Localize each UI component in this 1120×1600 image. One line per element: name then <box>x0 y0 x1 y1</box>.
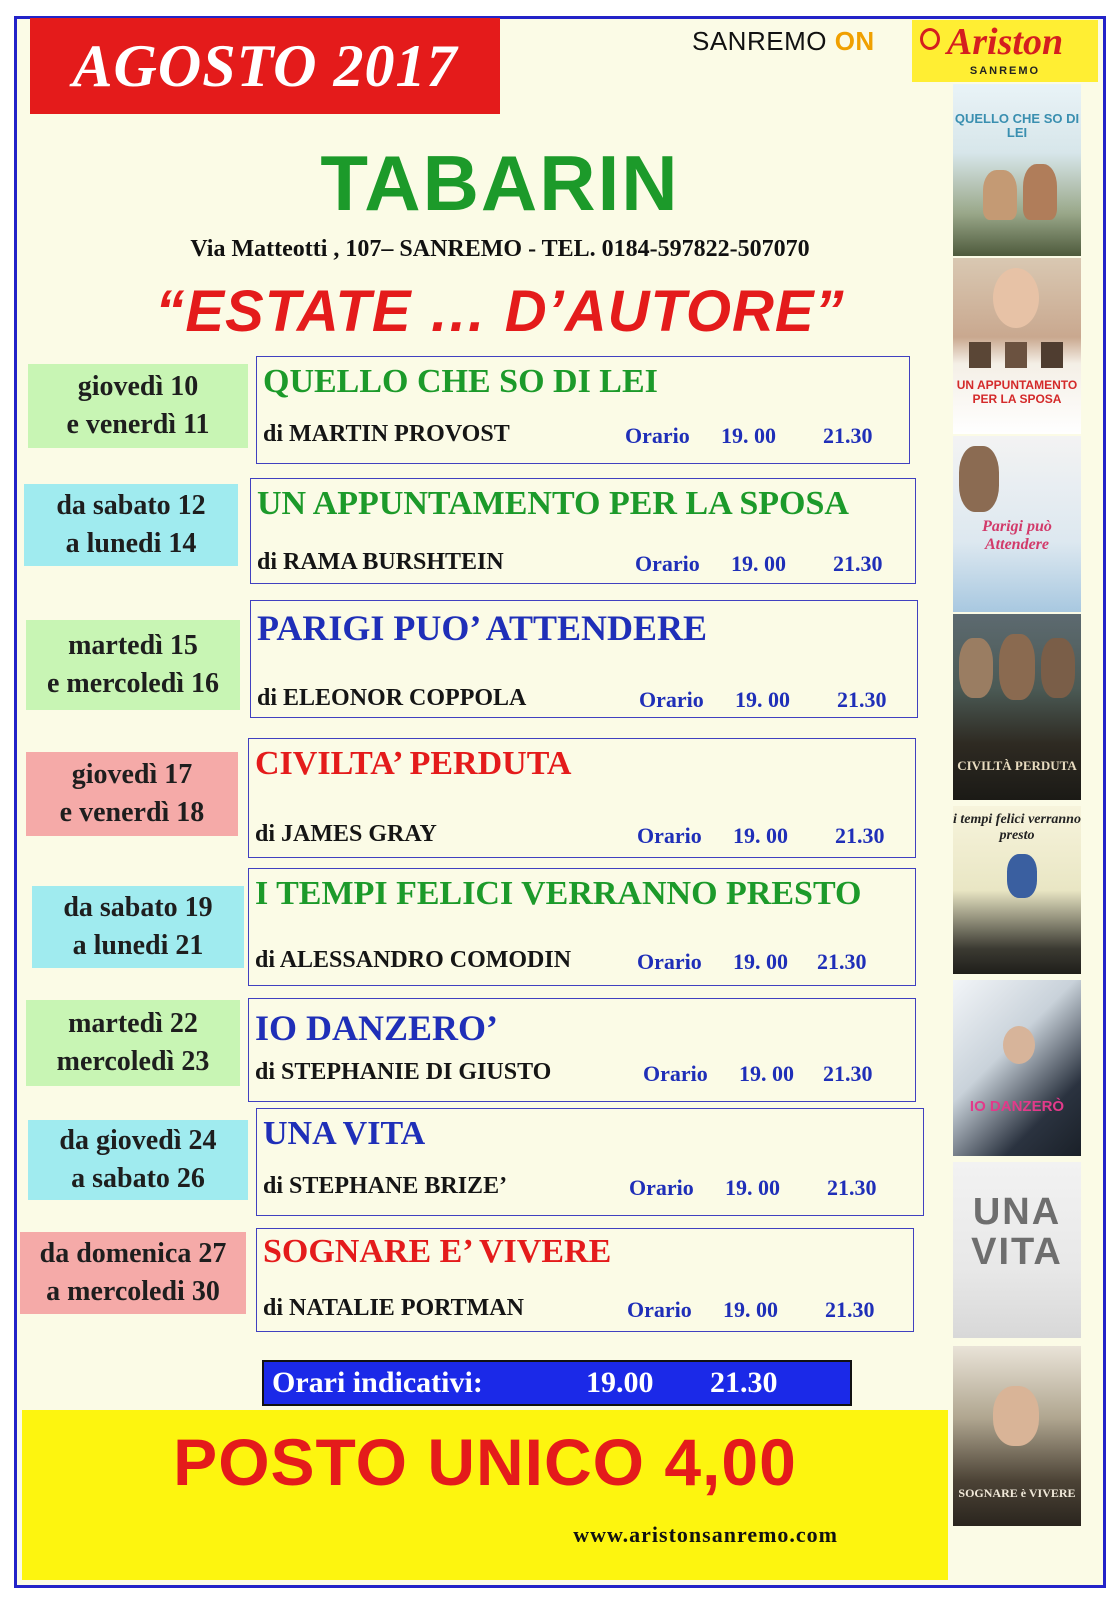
date-box <box>24 484 238 566</box>
showtime-2: 21.30 <box>833 551 883 576</box>
orario-label: Orario <box>637 949 702 974</box>
sanremo-on-text: SANREMO <box>692 26 835 56</box>
showtime-2: 21.30 <box>817 949 867 974</box>
date-line: giovedì 17 <box>71 759 193 790</box>
showtime-1: 19. 00 <box>721 423 776 448</box>
showtime-2: 21.30 <box>823 423 873 448</box>
date-line: mercoledì 23 <box>56 1046 210 1077</box>
movie-poster-image <box>953 84 1081 256</box>
date-line: giovedì 10 <box>77 371 199 402</box>
date-box <box>26 752 238 836</box>
poster-caption: SOGNARE è VIVERE <box>958 1486 1076 1500</box>
poster-figure <box>983 170 1017 220</box>
showtime-1: 19. 00 <box>723 1297 778 1322</box>
film-director: di STEPHANE BRIZE’ <box>263 1173 508 1199</box>
showtime-2: 21.30 <box>827 1175 877 1200</box>
website-link[interactable]: www.aristonsanremo.com <box>573 1522 838 1547</box>
date-line: a lunedi 21 <box>72 930 204 961</box>
showtime-2: 21.30 <box>823 1061 873 1086</box>
poster-caption: QUELLO CHE SO DI LEI <box>954 111 1080 140</box>
film-box <box>250 478 916 584</box>
poster-figure <box>993 268 1039 328</box>
poster-figure <box>969 342 991 368</box>
poster-figure <box>993 1386 1039 1446</box>
poster-caption: UN APPUNTAMENTO PER LA SPOSA <box>956 378 1078 406</box>
hours-label: Orari indicativi: <box>272 1366 483 1399</box>
poster-figure <box>1003 1026 1035 1064</box>
film-title: IO DANZERO’ <box>255 1008 499 1048</box>
film-title: PARIGI PUO’ ATTENDERE <box>257 608 708 648</box>
showtime-1: 19. 00 <box>725 1175 780 1200</box>
date-box <box>26 620 240 710</box>
movie-poster-image <box>953 614 1081 800</box>
date-line: a mercoledi 30 <box>46 1276 220 1307</box>
film-title: UN APPUNTAMENTO PER LA SPOSA <box>257 485 849 522</box>
date-line: e venerdì 18 <box>59 797 205 828</box>
movie-poster-image <box>953 258 1081 434</box>
showtime-2: 21.30 <box>837 687 887 712</box>
film-title: QUELLO CHE SO DI LEI <box>263 363 658 400</box>
date-line: da sabato 12 <box>56 490 206 521</box>
poster-caption: i tempi felici verranno presto <box>953 812 1081 843</box>
poster-figure <box>959 446 999 512</box>
movie-poster-image <box>953 806 1081 974</box>
film-director: di NATALIE PORTMAN <box>263 1295 524 1321</box>
film-director: di STEPHANIE DI GIUSTO <box>255 1059 552 1085</box>
poster-figure <box>1041 638 1075 698</box>
film-box <box>256 1108 924 1216</box>
poster-figure <box>1023 164 1057 220</box>
showtime-2: 21.30 <box>825 1297 875 1322</box>
film-box <box>250 600 918 718</box>
ariston-name: Ariston <box>946 21 1064 63</box>
date-box <box>32 886 244 968</box>
date-box <box>20 1232 246 1314</box>
date-box <box>28 364 248 448</box>
date-box <box>28 1120 248 1200</box>
movie-poster-image <box>953 980 1081 1156</box>
orario-label: Orario <box>627 1297 692 1322</box>
indicative-hours-bar <box>262 1360 852 1406</box>
film-director: di RAMA BURSHTEIN <box>257 549 504 575</box>
ariston-logo <box>912 20 1098 82</box>
date-line: da domenica 27 <box>39 1238 227 1269</box>
poster-caption: CIVILTÀ PERDUTA <box>957 758 1077 773</box>
poster-figure <box>1005 342 1027 368</box>
orario-label: Orario <box>629 1175 694 1200</box>
poster-caption: UNA VITA <box>971 1191 1063 1273</box>
film-director: di ELEONOR COPPOLA <box>257 685 527 711</box>
film-title: UNA VITA <box>263 1115 426 1152</box>
orario-label: Orario <box>635 551 700 576</box>
showtime-1: 19. 00 <box>735 687 790 712</box>
sanremo-on-accent: ON <box>834 26 875 56</box>
showtime-1: 19. 00 <box>733 949 788 974</box>
film-box <box>248 998 916 1102</box>
hours-time-1: 19.00 <box>586 1366 654 1399</box>
ariston-emblem-icon <box>920 28 940 50</box>
date-line: da sabato 19 <box>63 892 213 923</box>
showtime-1: 19. 00 <box>733 823 788 848</box>
venue-address: Via Matteotti , 107– SANREMO - TEL. 0184-597822-507070 <box>190 236 810 262</box>
poster-figure <box>1007 854 1037 898</box>
poster-caption: Parigi può Attendere <box>982 518 1052 553</box>
film-director: di ALESSANDRO COMODIN <box>255 947 572 973</box>
hours-time-2: 21.30 <box>710 1366 778 1399</box>
date-line: da giovedì 24 <box>59 1125 217 1156</box>
date-line: martedì 22 <box>68 1008 198 1039</box>
month-banner: AGOSTO 2017 <box>30 18 500 114</box>
film-title: SOGNARE E’ VIVERE <box>263 1233 612 1270</box>
movie-poster-image <box>953 436 1081 612</box>
price-box <box>22 1410 948 1580</box>
festival-title: “ESTATE … D’AUTORE” <box>155 279 845 344</box>
showtime-2: 21.30 <box>835 823 885 848</box>
film-box <box>248 738 916 858</box>
date-line: e venerdì 11 <box>66 409 210 440</box>
film-director: di MARTIN PROVOST <box>263 421 510 447</box>
date-line: a sabato 26 <box>71 1163 205 1194</box>
showtime-1: 19. 00 <box>739 1061 794 1086</box>
ticket-price: POSTO UNICO 4,00 <box>173 1425 797 1499</box>
poster-figure <box>999 634 1035 700</box>
date-line: a lunedi 14 <box>65 528 197 559</box>
ariston-city: SANREMO <box>969 65 1041 77</box>
poster-figure <box>1041 342 1063 368</box>
poster-figure <box>959 638 993 698</box>
orario-label: Orario <box>643 1061 708 1086</box>
film-title: I TEMPI FELICI VERRANNO PRESTO <box>255 875 862 912</box>
orario-label: Orario <box>639 687 704 712</box>
sanremo-on-logo <box>692 26 875 57</box>
movie-poster-image <box>953 1162 1081 1338</box>
venue-name: TABARIN <box>320 139 680 227</box>
showtime-1: 19. 00 <box>731 551 786 576</box>
film-box <box>248 868 916 986</box>
film-box <box>256 356 910 464</box>
date-line: e mercoledì 16 <box>46 668 220 699</box>
movie-poster-image <box>953 1346 1081 1526</box>
poster-caption: IO DANZERÒ <box>969 1098 1065 1115</box>
film-title: CIVILTA’ PERDUTA <box>255 745 572 782</box>
film-director: di JAMES GRAY <box>255 821 437 847</box>
date-line: martedì 15 <box>68 630 198 661</box>
orario-label: Orario <box>625 423 690 448</box>
date-box <box>26 1000 240 1086</box>
orario-label: Orario <box>637 823 702 848</box>
film-box <box>256 1228 914 1332</box>
